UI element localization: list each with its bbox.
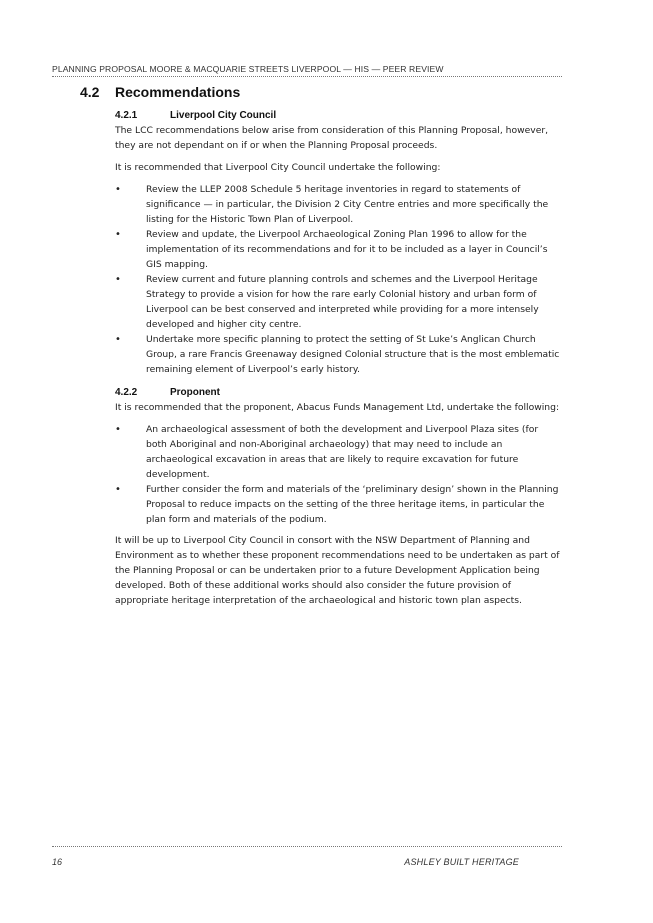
list-item: • Further consider the form and materials of the ‘preliminary design’ shown in the Planning Proposal to reduce impacts on the setting of the three heritage items, in particular the plan form and materials of the podium. [115, 482, 560, 527]
page-content [80, 84, 560, 615]
paragraph: The LCC recommendations below arise from consideration of this Planning Proposal, however, they are not dependant on if or when the Planning Proposal proceeds. [115, 125, 549, 151]
paragraph: It is recommended that Liverpool City Council undertake the following: [115, 162, 441, 173]
council-recommendation-list [115, 182, 560, 377]
section-heading [80, 84, 560, 100]
footer-brand: ASHLEY BUILT HERITAGE [404, 857, 519, 867]
list-item: • Undertake more specific planning to protect the setting of St Luke’s Anglican Church Group, a rare Francis Greenaway designed Colonial structure that is the most emblematic remaining element of Liverpool’s early history. [115, 332, 560, 377]
subsection-title: Liverpool City Council [170, 110, 277, 121]
section-number: 4.2 [80, 84, 100, 100]
subsection-title: Proponent [170, 387, 220, 398]
list-item: • An archaeological assessment of both the development and Liverpool Plaza sites (for both Aboriginal and non-Aboriginal archaeology) that may need to include an archaeological excavation in areas that are likely to require excavation for future development. [115, 422, 560, 482]
section-title: Recommendations [115, 84, 241, 100]
subsection-number: 4.2.2 [115, 387, 138, 398]
list-item: • Review current and future planning controls and schemes and the Liverpool Heritage Strategy to provide a vision for how the rare early Colonial history and urban form of Liverpool can be best conserved and interpreted while providing for a more intensely developed and higher city centre. [115, 272, 560, 332]
page-number: 16 [52, 857, 63, 867]
footer-divider [52, 846, 562, 847]
subsection-heading-council [115, 110, 560, 121]
subsection-number: 4.2.1 [115, 110, 138, 121]
running-header: PLANNING PROPOSAL MOORE & MACQUARIE STREETS LIVERPOOL — HIS — PEER REVIEW [52, 64, 562, 77]
paragraph: It will be up to Liverpool City Council in consort with the NSW Department of Planning and Environment as to whether these proponent recommendations need to be undertaken as part of the Planning Proposal or can be undertaken prior to a future Development Application being developed. Both of these additional works should also consider the future provision of appropriate heritage interpretation of the archaeological and historic town plan aspects. [115, 535, 560, 606]
subsection-heading-proponent [115, 387, 560, 398]
proponent-recommendation-list [115, 422, 560, 527]
section-body [115, 110, 560, 608]
list-item: • Review the LLEP 2008 Schedule 5 heritage inventories in regard to statements of significance — in particular, the Division 2 City Centre entries and more specifically the listing for the Historic Town Plan of Liverpool. [115, 182, 560, 227]
paragraph: It is recommended that the proponent, Abacus Funds Management Ltd, undertake the following: [115, 402, 560, 413]
list-item: • Review and update, the Liverpool Archaeological Zoning Plan 1996 to allow for the implementation of its recommendations and for it to be included as a layer in Council’s GIS mapping. [115, 227, 560, 272]
